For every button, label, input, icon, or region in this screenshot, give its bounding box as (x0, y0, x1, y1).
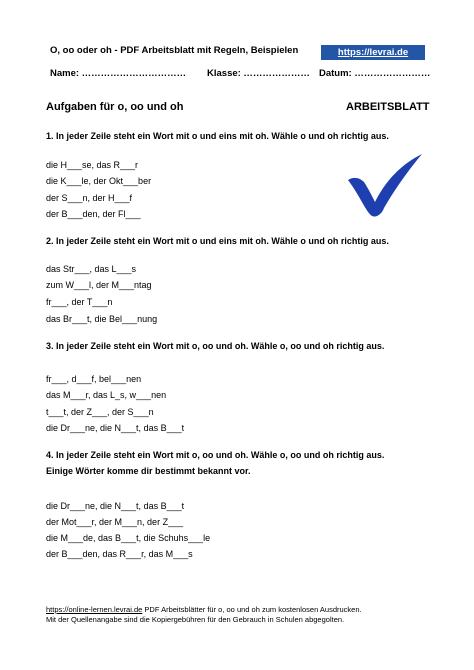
task-2-line: fr___, der T___n (46, 297, 113, 307)
task-3-instruction: 3. In jeder Zeile steht ein Wort mit o, oo und oh. Wähle o, oo und oh richtig aus. (46, 341, 385, 351)
task-4-line: der B___den, das R___r, das M___s (46, 549, 193, 559)
worksheet-label: ARBEITSBLATT (346, 101, 430, 113)
task-4-line: der Mot___r, der M___n, der Z___ (46, 517, 184, 527)
task-3-line: die Dr___ne, die N___t, das B___t (46, 423, 185, 433)
task-2-line: das Br___t, die Bel___nung (46, 314, 158, 324)
name-field: Name: …………………………… (50, 68, 187, 79)
footer-copyright: Mit der Quellenangabe sind die Kopiergebühren für den Gebrauch in Schulen abgegolten. (46, 615, 345, 624)
task-4-line: die Dr___ne, die N___t, das B___t (46, 501, 185, 511)
task-1-line: der B___den, der Fl___ (46, 209, 141, 219)
task-2-line: zum W___l, der M___ntag (46, 280, 152, 290)
task-3-line: fr___, d___f, bel___nen (46, 374, 142, 384)
task-3-line: t___t, der Z___, der S___n (46, 407, 154, 417)
task-4-line: die M___de, das B___t, die Schuhs___le (46, 533, 211, 543)
task-1-line: der S___n, der H___f (46, 193, 133, 203)
task-3-line: das M___r, das L_s, w___nen (46, 390, 167, 400)
site-link[interactable]: https://levrai.de (321, 45, 425, 60)
checkmark-icon (346, 152, 424, 218)
date-field: Datum: …………………… (319, 68, 431, 79)
task-4-instruction-note: Einige Wörter komme dir bestimmt bekannt vor. (46, 466, 251, 476)
footer-line (46, 605, 362, 614)
footer-text: PDF Arbeitsblätter für o, oo und oh zum kostenlosen Ausdrucken. (142, 605, 362, 614)
task-4-instruction: 4. In jeder Zeile steht ein Wort mit o, oo und oh. Wähle o, oo und oh richtig aus. (46, 450, 385, 460)
task-1-line: die K___le, der Okt___ber (46, 176, 152, 186)
class-field: Klasse: ………………… (207, 68, 310, 79)
task-1-instruction: 1. In jeder Zeile steht ein Wort mit o und eins mit oh. Wähle o und oh richtig aus. (46, 131, 389, 141)
task-1-line: die H___se, das R___r (46, 160, 139, 170)
footer-link[interactable]: https://online-lernen.levrai.de (46, 605, 143, 614)
worksheet-title: O, oo oder oh - PDF Arbeitsblatt mit Regeln, Beispielen (50, 45, 299, 56)
task-2-instruction: 2. In jeder Zeile steht ein Wort mit o und eins mit oh. Wähle o und oh richtig aus. (46, 236, 389, 246)
task-2-line: das Str___, das L___s (46, 264, 137, 274)
section-heading: Aufgaben für o, oo und oh (46, 101, 184, 113)
